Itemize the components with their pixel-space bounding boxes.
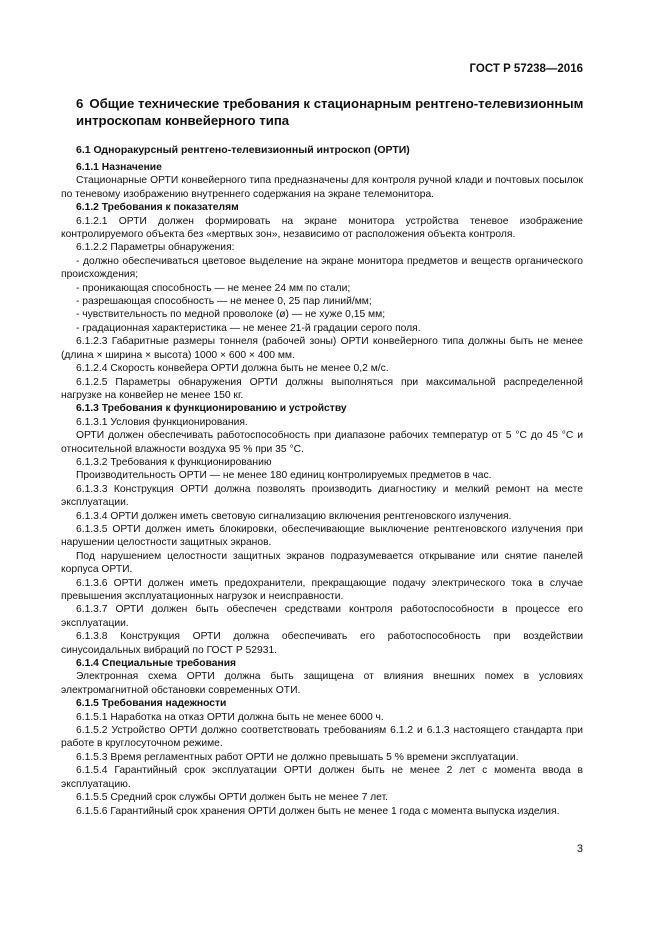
clause-heading: 6.1.2 Требования к показателям — [76, 202, 239, 214]
clause-paragraph: Производительность ОРТИ — не менее 180 единиц контролируемых предметов в час. — [76, 470, 492, 482]
clause-paragraph: 6.1.3.6 ОРТИ должен иметь предохранители, прекращающие подачу электрического тока в случае превышения эксплуатационных нагрузок и неисправности. — [61, 577, 583, 602]
page-number: 3 — [576, 843, 583, 855]
clause-paragraph: 6.1.3.7 ОРТИ должен быть обеспечен средствами контроля работоспособности в процессе его эксплуатации. — [61, 604, 583, 629]
section-title-text: Общие технические требования к стационарным рентгено-телевизионным интроскопам конвейерного типа — [76, 96, 584, 128]
clause-paragraph: 6.1.2.1 ОРТИ должен формировать на экране монитора устройства теневое изображение контролируемого объекта без «мертвых зон», независимо от расположения объекта контроля. — [61, 215, 583, 241]
clause-paragraph: 6.1.5.6 Гарантийный срок хранения ОРТИ должен быть не менее 1 года с момента выпуска изделия. — [76, 805, 560, 817]
clause-paragraph: 6.1.5.4 Гарантийный срок эксплуатации ОРТИ должен быть не менее 2 лет с момента ввода в эксплуатацию. — [61, 765, 583, 790]
document-code: ГОСТ Р 57238—2016 — [469, 63, 583, 75]
section-number: 6 — [76, 96, 84, 111]
clause-paragraph: - чувствительность по медной проволоке (ø) — не хуже 0,15 мм; — [76, 309, 386, 321]
clause-paragraph: 6.1.3.8 Конструкция ОРТИ должна обеспечивать его работоспособность при воздействии синусоидальных вибраций по ГОСТ Р 52931. — [61, 631, 583, 656]
clause-paragraph: Под нарушением целостности защитных экранов подразумевается открывание или снятие панелей корпуса ОРТИ. — [61, 550, 583, 576]
clause-paragraph: 6.1.5.2 Устройство ОРТИ должно соответствовать требованиям 6.1.2 и 6.1.3 настоящего стандарта при работе в круглосуточном режиме. — [61, 725, 583, 750]
clause-paragraph: - проникающая способность — не менее 24 мм по стали; — [76, 282, 351, 294]
clause-paragraph: 6.1.3.2 Требования к функционированию — [76, 456, 272, 468]
section-title — [76, 95, 596, 129]
clause-paragraph: Электронная схема ОРТИ должна быть защищена от влияния внешних помех в условиях электромагнитной обстановки современных ОТИ. — [61, 671, 583, 696]
clause-paragraph: 6.1.3.1 Условия функционирования. — [76, 416, 248, 428]
clause-paragraph: Стационарные ОРТИ конвейерного типа предназначены для контроля ручной клади и почтовых посылок по теневому изображению внутреннего содержания на экране телемонитора. — [61, 175, 583, 200]
clause-heading: 6.1.3 Требования к функционированию и устройству — [76, 403, 347, 415]
clause-paragraph: 6.1.5.5 Средний срок службы ОРТИ должен быть не менее 7 лет. — [76, 792, 389, 804]
clause-paragraph: 6.1.3.5 ОРТИ должен иметь блокировки, обеспечивающие выключение рентгеновского излучения при нарушении целостности защитных экранов. — [61, 523, 583, 549]
clause-paragraph: - разрешающая способность — не менее 0, 25 пар линий/мм; — [76, 296, 372, 308]
clause-paragraph: 6.1.3.4 ОРТИ должен иметь световую сигнализацию включения рентгеновского излучения. — [76, 510, 512, 522]
document-body — [61, 161, 583, 818]
clause-paragraph: - должно обеспечиваться цветовое выделение на экране монитора предметов и веществ органического происхождения; — [61, 255, 583, 281]
clause-paragraph: ОРТИ должен обеспечивать работоспособность при диапазоне рабочих температур от 5 °С до 45 °С и относительной влажности воздуха 95 % при 35 °С. — [61, 430, 583, 455]
clause-paragraph: 6.1.2.4 Скорость конвейера ОРТИ должна быть не менее 0,2 м/с. — [76, 363, 389, 375]
clause-paragraph: 6.1.3.3 Конструкция ОРТИ должна позволять производить диагностику и мелкий ремонт на месте эксплуатации. — [61, 483, 583, 509]
subsection-title: 6.1 Однорaкурсный рентгено-телевизионный интроскоп (ОРТИ) — [76, 144, 410, 156]
clause-paragraph: 6.1.2.5 Параметры обнаружения ОРТИ должны выполняться при максимальной распределенной нагрузке на конвейер не менее 150 кг. — [61, 376, 583, 401]
clause-paragraph: 6.1.2.3 Габаритные размеры тоннеля (рабочей зоны) ОРТИ конвейерного типа должны быть не менее (длина × ширина × высота) 1000 × 600 × 400 мм. — [61, 336, 583, 361]
clause-heading: 6.1.1 Назначение — [76, 162, 162, 173]
clause-heading: 6.1.5 Требования надежности — [76, 698, 227, 710]
clause-paragraph: - градационная характеристика — не менее 21-й градации серого поля. — [76, 322, 421, 334]
clause-paragraph: 6.1.2.2 Параметры обнаружения: — [76, 242, 235, 254]
clause-paragraph: 6.1.5.1 Наработка на отказ ОРТИ должна быть не менее 6000 ч. — [76, 711, 384, 723]
clause-heading: 6.1.4 Специальные требования — [76, 658, 237, 670]
clause-paragraph: 6.1.5.3 Время регламентных работ ОРТИ не должно превышать 5 % времени эксплуатации. — [76, 751, 519, 763]
